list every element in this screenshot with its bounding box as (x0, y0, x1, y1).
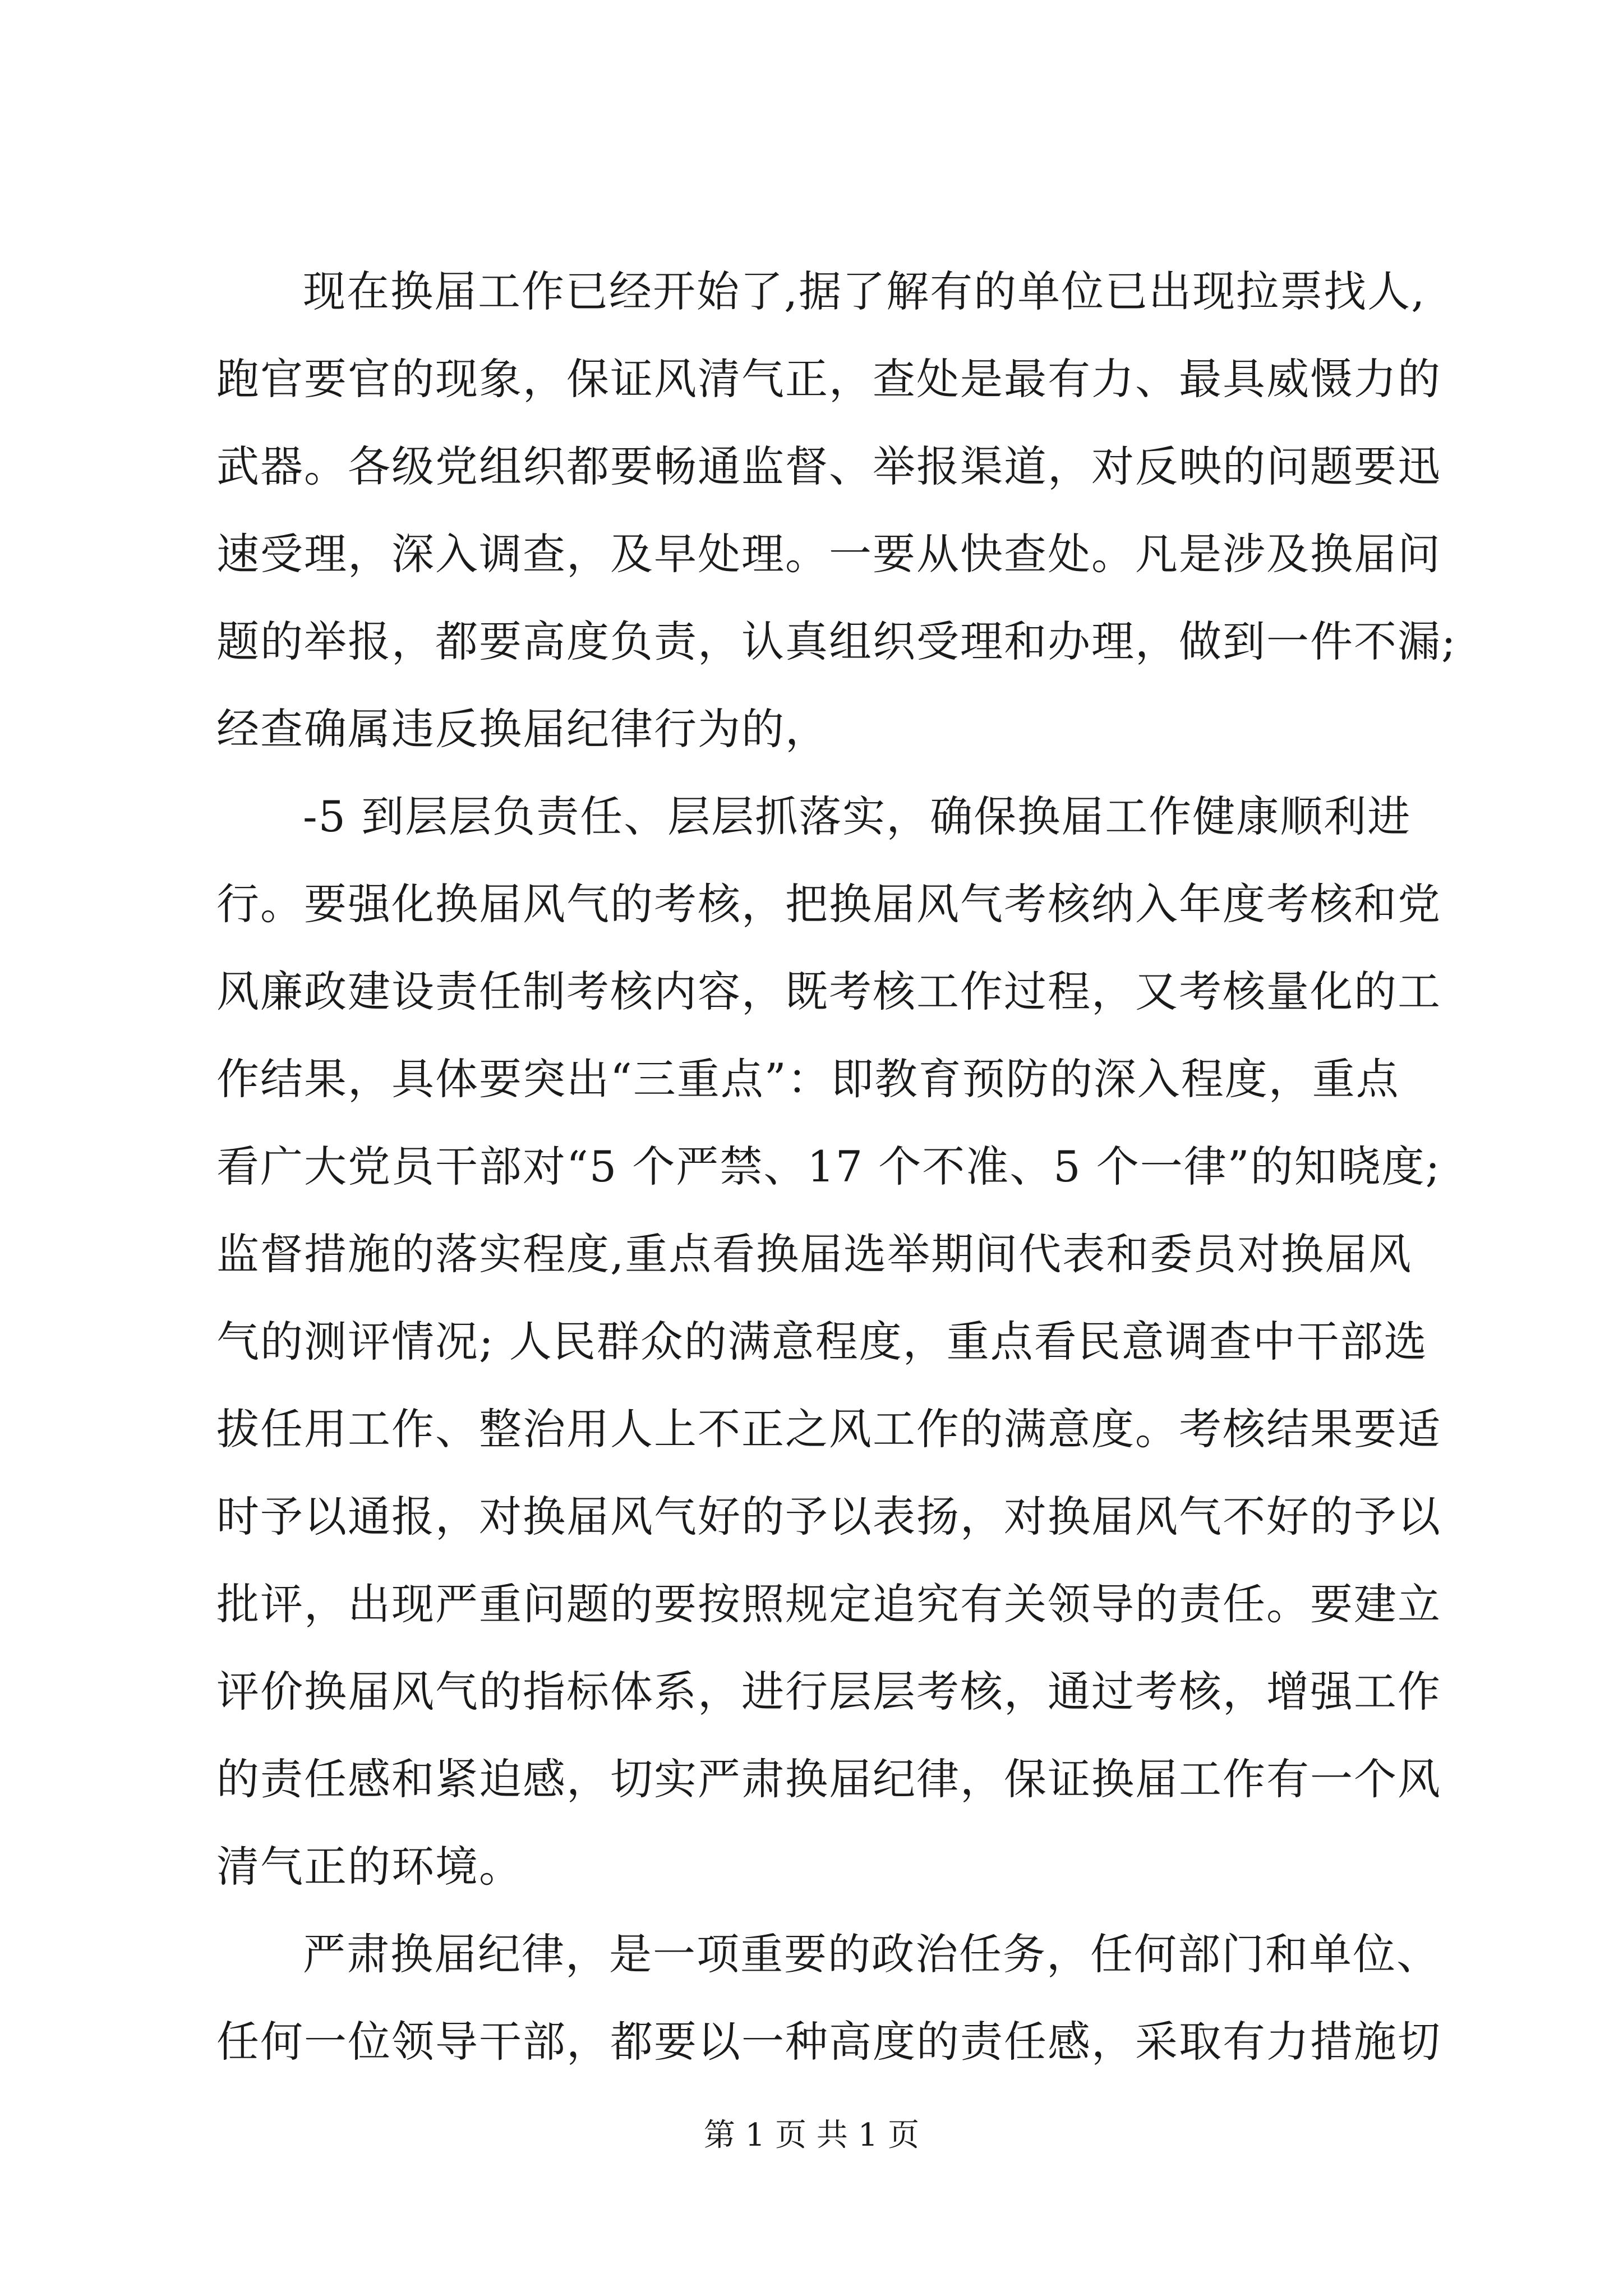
paragraph-line: 现在换届工作已经开始了,据了解有的单位已出现拉票找人, (303, 266, 1426, 316)
paragraph-line: 武器。各级党组织都要畅通监督、举报渠道，对反映的问题要迅 (216, 441, 1441, 491)
paragraph-line: 行。要强化换届风气的考核，把换届风气考核纳入年度考核和党 (216, 879, 1441, 929)
paragraph-line: 经查确属违反换届纪律行为的， (216, 704, 829, 754)
paragraph-line: 严肃换届纪律，是一项重要的政治任务，任何部门和单位、 (303, 1929, 1440, 1979)
paragraph-line: 拔任用工作、整治用人上不正之风工作的满意度。考核结果要适 (216, 1404, 1441, 1454)
paragraph-line: -5 到层层负责任、层层抓落实，确保换届工作健康顺利进 (303, 792, 1412, 841)
paragraph-line: 监督措施的落实程度,重点看换届选举期间代表和委员对换届风 (216, 1229, 1413, 1279)
paragraph-line: 作结果，具体要突出“三重点”：即教育预防的深入程度，重点 (216, 1054, 1400, 1104)
paragraph-line: 看广大党员干部对“5 个严禁、17 个不准、5 个一律”的知晓度; (216, 1142, 1441, 1191)
paragraph-line: 速受理，深入调查，及早处理。一要从快查处。凡是涉及换届问 (216, 529, 1441, 579)
paragraph-line: 任何一位领导干部，都要以一种高度的责任感，采取有力措施切 (216, 2017, 1441, 2067)
paragraph-line: 气的测评情况; 人民群众的满意程度，重点看民意调查中干部选 (216, 1317, 1428, 1366)
paragraph-line: 的责任感和紧迫感，切实严肃换届纪律，保证换届工作有一个风 (216, 1754, 1441, 1804)
paragraph-line: 批评，出现严重问题的要按照规定追究有关领导的责任。要建立 (216, 1579, 1441, 1629)
paragraph-line: 评价换届风气的指标体系，进行层层考核，通过考核，增强工作 (216, 1667, 1441, 1717)
paragraph-line: 题的举报，都要高度负责，认真组织受理和办理，做到一件不漏; (216, 616, 1457, 666)
paragraph-line: 跑官要官的现象，保证风清气正，查处是最有力、最具威慑力的 (216, 354, 1441, 404)
page-footer: 第 1 页 共 1 页 (703, 2117, 920, 2154)
paragraph-line: 风廉政建设责任制考核内容，既考核工作过程，又考核量化的工 (216, 967, 1441, 1016)
paragraph-line: 清气正的环境。 (216, 1842, 523, 1892)
paragraph-line: 时予以通报，对换届风气好的予以表扬，对换届风气不好的予以 (216, 1492, 1441, 1542)
